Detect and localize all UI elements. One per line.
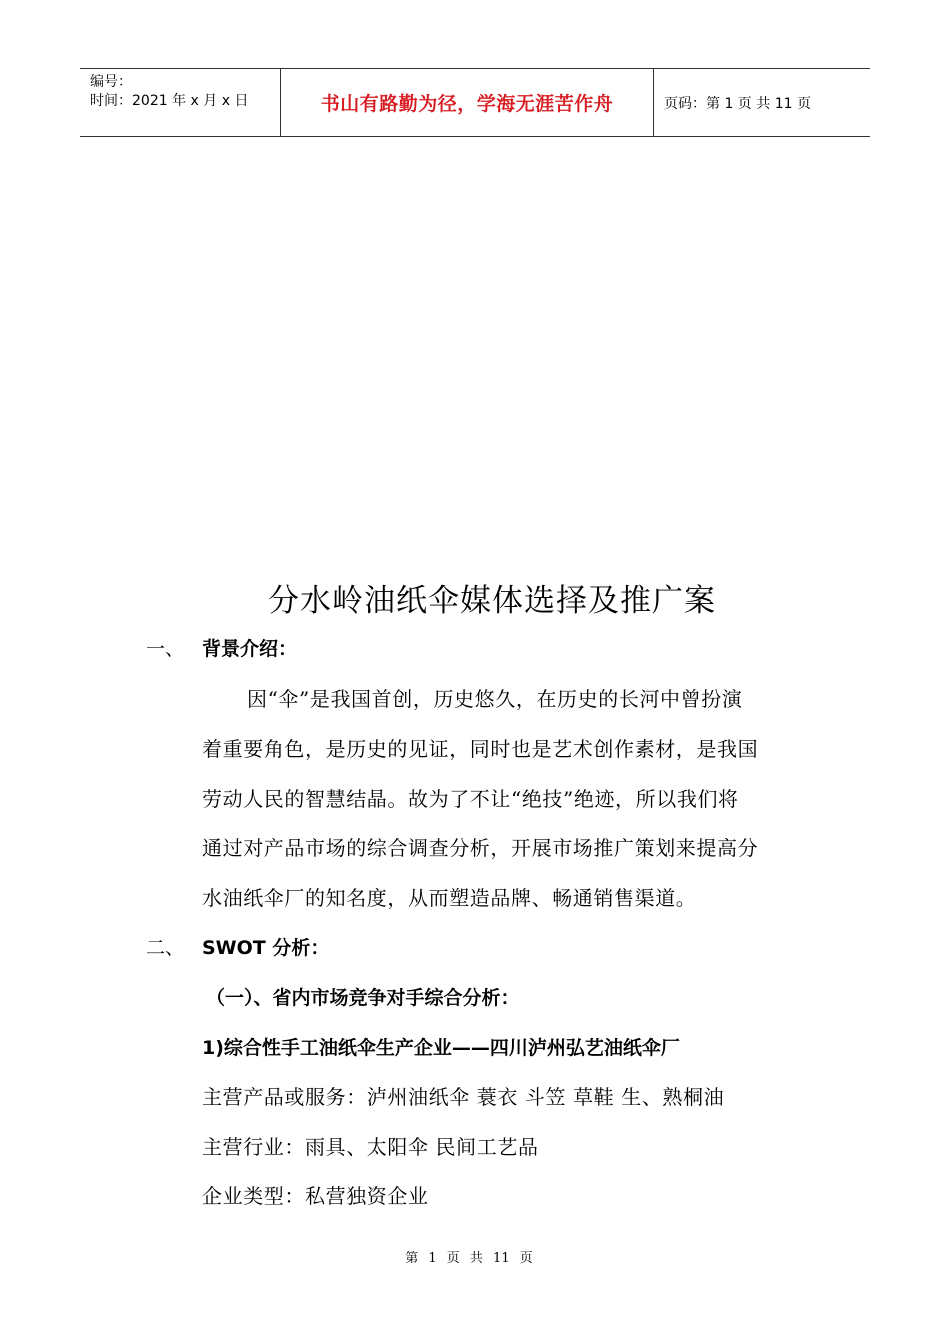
document-header (80, 68, 870, 137)
detail-line: 主营产品或服务：泸州油纸伞 蓑衣 斗笠 草鞋 生、熟桐油 (202, 1085, 725, 1109)
paragraph-line: 水油纸伞厂的知名度，从而塑造品牌、畅通销售渠道。 (202, 886, 697, 910)
document-title: 分水岭油纸伞媒体选择及推广案 (268, 583, 716, 619)
section-heading-swot (146, 933, 329, 960)
header-page-cell (654, 69, 870, 136)
detail-line: 企业类型：私营独资企业 (202, 1184, 429, 1208)
paragraph-line: 着重要角色，是历史的见证，同时也是艺术创作素材，是我国 (202, 737, 759, 761)
section-number: 一、 (146, 638, 185, 660)
section-number: 二、 (146, 937, 185, 959)
detail-line: 主营行业：雨具、太阳伞 民间工艺品 (202, 1135, 539, 1159)
number-label: 编号： (90, 74, 132, 90)
page-footer: 第 1 页 共 11 页 (405, 1251, 533, 1266)
section-title: 背景介绍： (202, 638, 298, 660)
header-meta-cell (80, 69, 281, 136)
paragraph-line: 通过对产品市场的综合调查分析，开展市场推广策划来提高分 (202, 836, 759, 860)
header-motto-cell (281, 69, 654, 136)
page-info: 页码：第 1 页 共 11 页 (664, 95, 811, 112)
paragraph-line: 劳动人民的智慧结晶。故为了不让“绝技”绝迹，所以我们将 (202, 787, 739, 811)
competitor-title: 1)综合性手工油纸伞生产企业——四川泸州弘艺油纸伞厂 (202, 1037, 680, 1059)
section-heading-background (146, 634, 297, 661)
paragraph-line: 因“伞”是我国首创，历史悠久，在历史的长河中曾扮演 (247, 687, 743, 711)
subsection-title: （一）、省内市场竞争对手综合分析： (206, 987, 520, 1009)
date-label: 时间：2021 年 x 月 x 日 (90, 93, 249, 109)
section-title: SWOT 分析： (202, 937, 330, 959)
motto-text: 书山有路勤为径，学海无涯苦作舟 (320, 93, 614, 115)
